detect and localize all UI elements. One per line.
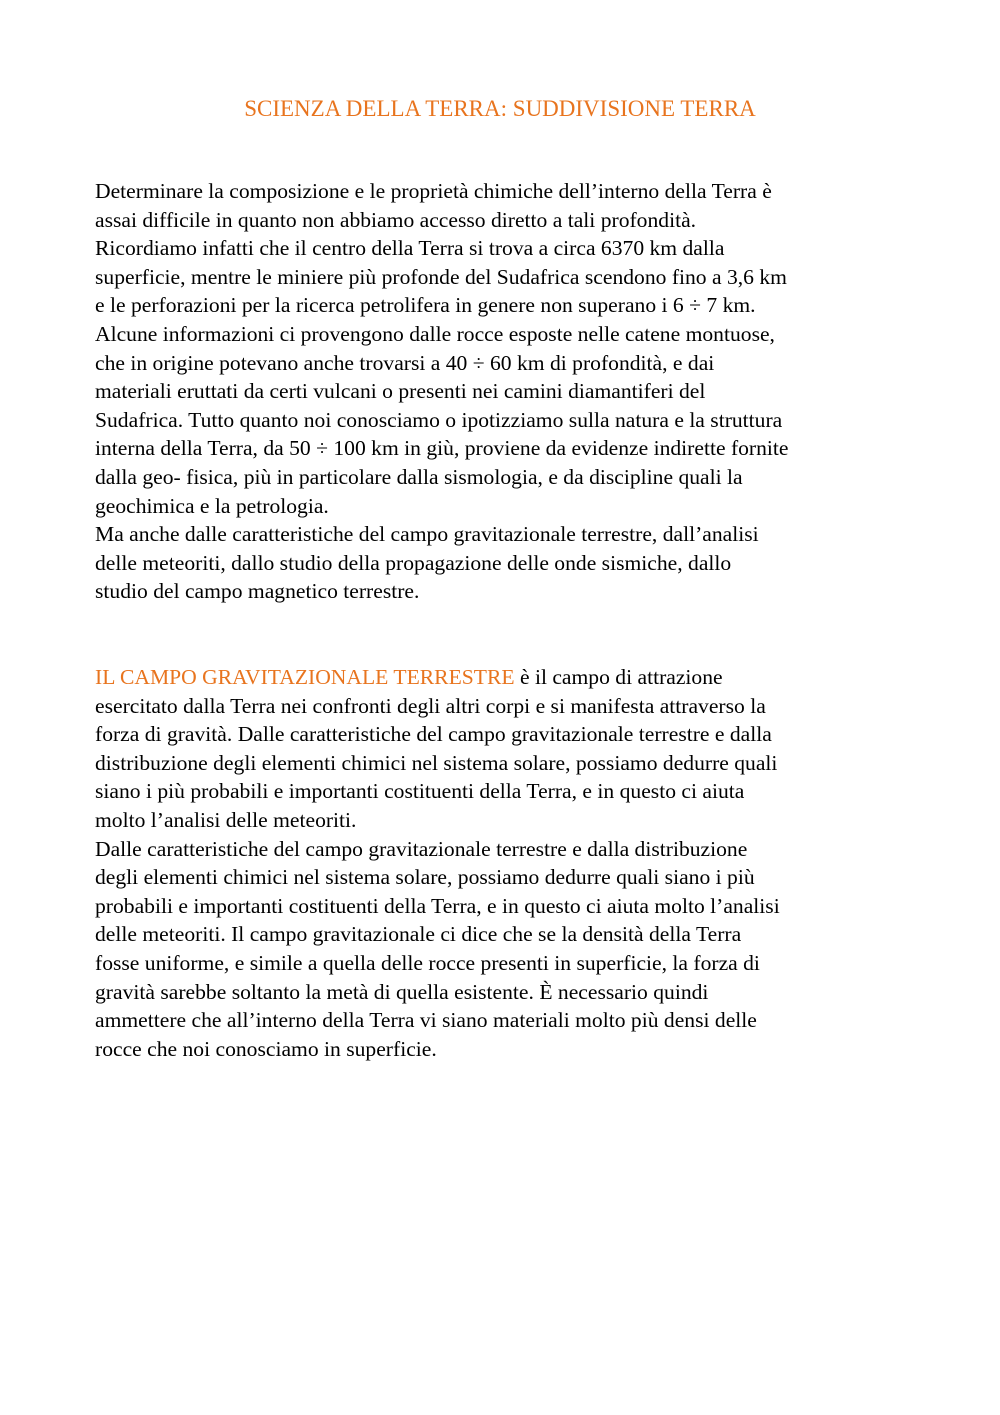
paragraph-line: Ma anche dalle caratteristiche del campo gravitazionale terrestre, dall’analisi [95,522,759,547]
paragraph-line: geochimica e la petrologia. [95,493,329,518]
paragraph-line: che in origine potevano anche trovarsi a 40 ÷ 60 km di profondità, e dai [95,350,715,375]
paragraph-line: Alcune informazioni ci provengono dalle rocce esposte nelle catene montuose, [95,321,775,346]
paragraph-line: materiali eruttati da certi vulcani o presenti nei camini diamantiferi del [95,379,706,404]
paragraph-line: interna della Terra, da 50 ÷ 100 km in giù, proviene da evidenze indirette fornite [95,436,789,461]
heading-continuation: è il campo di attrazione [514,665,723,689]
paragraph-line: dalla geo- fisica, più in particolare dalla sismologia, e da discipline quali la [95,464,743,489]
paragraph-line: ammettere che all’interno della Terra vi siano materiali molto più densi delle [95,1008,757,1033]
paragraph-line: esercitato dalla Terra nei confronti degli altri corpi e si manifesta attraverso la [95,693,766,718]
paragraph-line: studio del campo magnetico terrestre. [95,579,420,604]
paragraph-line: Sudafrica. Tutto quanto noi conosciamo o ipotizziamo sulla natura e la struttura [95,407,783,432]
section-heading: IL CAMPO GRAVITAZIONALE TERRESTRE [95,665,515,689]
paragraph-line: probabili e importanti costituenti della Terra, e in questo ci aiuta molto l’analisi [95,893,780,918]
paragraph-line: assai difficile in quanto non abbiamo accesso diretto a tali profondità. [95,207,697,232]
paragraph-line: delle meteoriti, dallo studio della propagazione delle onde sismiche, dallo [95,550,732,575]
paragraph-line: Determinare la composizione e le proprietà chimiche dell’interno della Terra è [95,179,772,203]
paragraph-line: fosse uniforme, e simile a quella delle rocce presenti in superficie, la forza di [95,950,760,975]
paragraph-line: Ricordiamo infatti che il centro della Terra si trova a circa 6370 km dalla [95,236,725,261]
paragraph-line: forza di gravità. Dalle caratteristiche del campo gravitazionale terrestre e dalla [95,722,772,747]
paragraph-line: superficie, mentre le miniere più profonde del Sudafrica scendono fino a 3,6 km [95,264,787,289]
paragraph-line: degli elementi chimici nel sistema solare, possiamo dedurre quali siano i più [95,865,755,890]
intro-paragraph [95,177,935,606]
paragraph-line: gravità sarebbe soltanto la metà di quella esistente. È necessario quindi [95,979,709,1004]
paragraph-line: molto l’analisi delle meteoriti. [95,807,357,832]
page-title: SCIENZA DELLA TERRA: SUDDIVISIONE TERRA [244,96,756,121]
paragraph-line: rocce che noi conosciamo in superficie. [95,1036,437,1061]
gravity-field-paragraph [95,663,935,1063]
paragraph-line: distribuzione degli elementi chimici nel sistema solare, possiamo dedurre quali [95,750,778,775]
paragraph-line: e le perforazioni per la ricerca petrolifera in genere non superano i 6 ÷ 7 km. [95,293,756,318]
paragraph-line: Dalle caratteristiche del campo gravitazionale terrestre e dalla distribuzione [95,836,748,861]
paragraph-first-line [95,663,935,692]
paragraph-line: siano i più probabili e importanti costituenti della Terra, e in questo ci aiuta [95,779,745,804]
paragraph-line: delle meteoriti. Il campo gravitazionale ci dice che se la densità della Terra [95,922,742,947]
